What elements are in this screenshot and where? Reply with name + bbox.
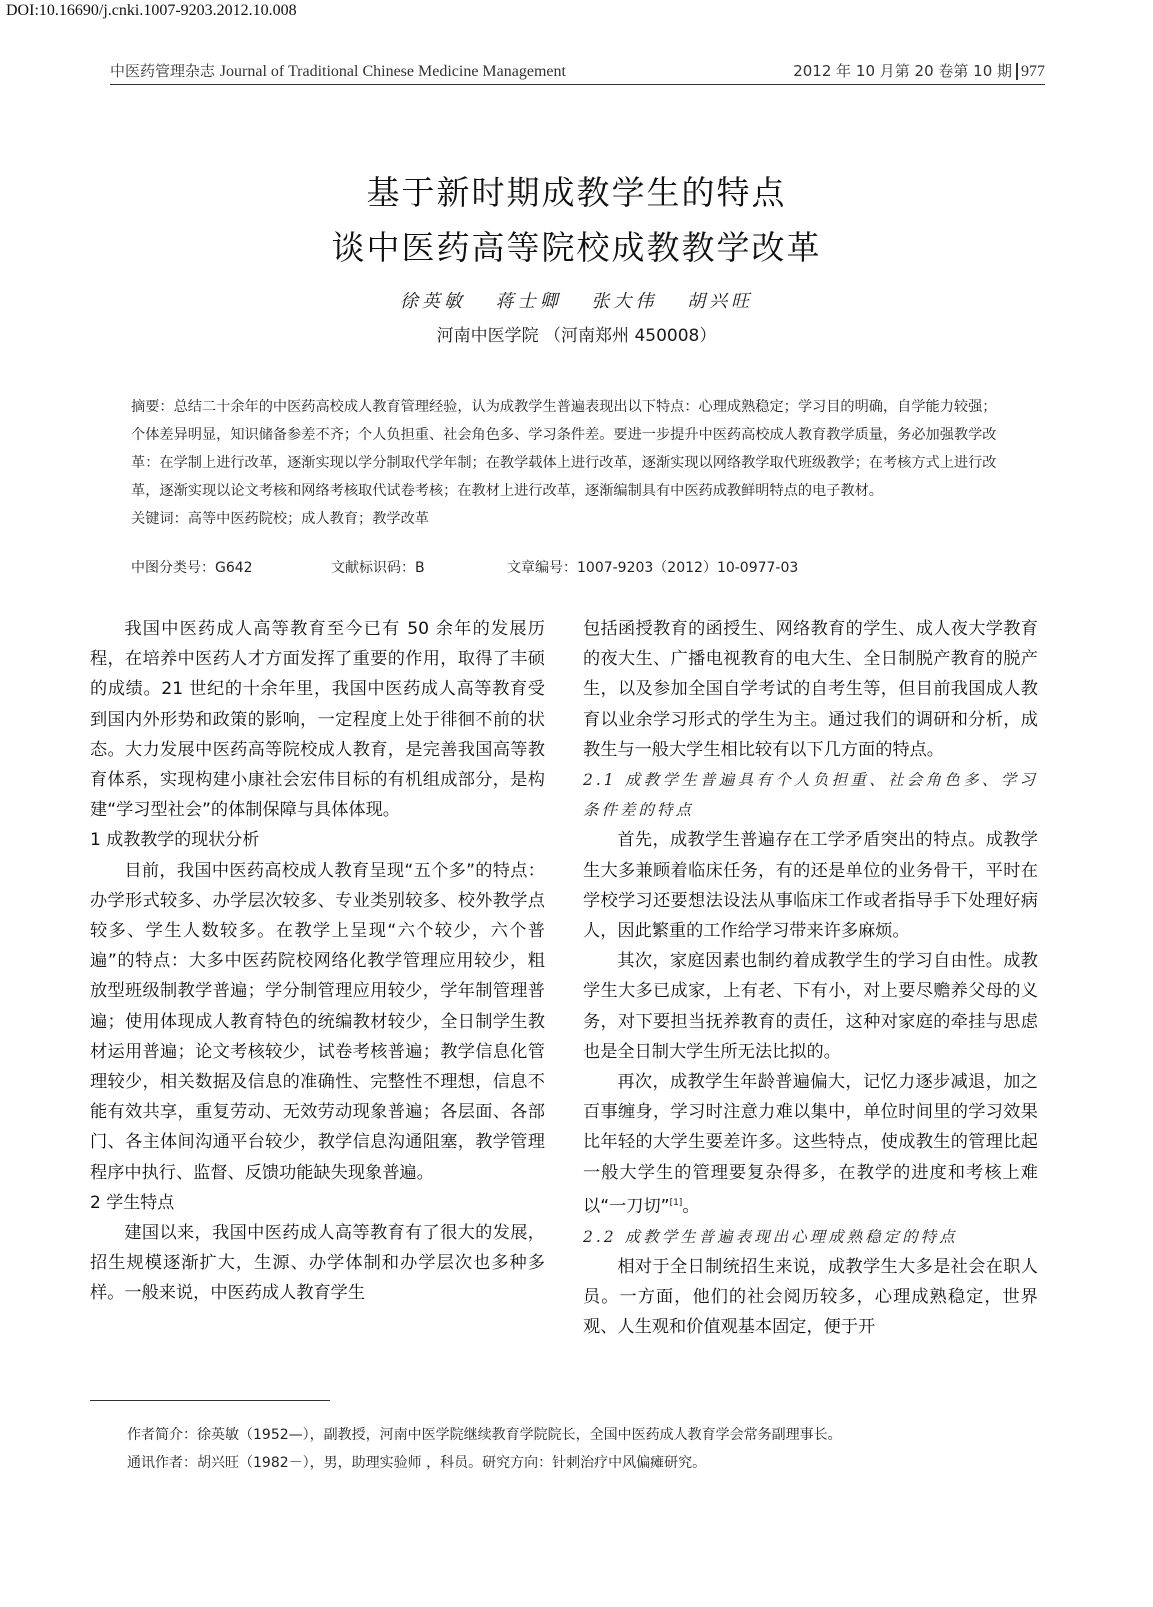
body-column-left — [90, 614, 545, 1309]
paragraph: 目前，我国中医药高校成人教育呈现“五个多”的特点：办学形式较多、办学层次较多、专业类别较多、校外教学点较多、学生人数较多。在教学上呈现“六个较少，六个普遍”的特点：大多中医药院校网络化教学管理应用较少，粗放型班级制教学普遍；学分制管理应用较少，学年制管理普遍；使用体现成人教育特色的统编教材较少，全日制学生教材运用普遍；论文考核较少，试卷考核普遍；教学信息化管理较少，相关数据及信息的准确性、完整性不理想，信息不能有效共享，重复劳动、无效劳动现象普遍；各层面、各部门、各主体间沟通平台较少，教学信息沟通阻塞，教学管理程序中执行、监督、反馈功能缺失现象普遍。 — [90, 860, 545, 1183]
paragraph: 包括函授教育的函授生、网络教育的学生、成人夜大学教育的夜大生、广播电视教育的电大生、全日制脱产教育的脱产生，以及参加全国自学考试的自考生等，但目前我国成人教育以业余学习形式的学生为主。通过我们的调研和分析，成教生与一般大学生相比较有以下几方面的特点。 — [583, 619, 1038, 760]
section-heading-2: 2 学生特点 — [90, 1192, 175, 1213]
paragraph — [583, 1067, 1038, 1222]
article-number: 文章编号：1007-9203（2012）10-0977-03 — [507, 560, 799, 576]
document-code: 文献标识码：B — [331, 560, 425, 576]
journal-name-en: Journal of Traditional Chinese Medicine Management — [219, 63, 566, 80]
author-bio: 作者简介：徐英敏（1952—），副教授，河南中医学院继续教育学院院长，全国中医药成人教育学会常务副理事长。 — [127, 1427, 842, 1443]
title-line-1: 基于新时期成教学生的特点 — [366, 173, 787, 212]
subsection-heading-2-1: 2.1 成教学生普遍具有个人负担重、社会角色多、学习条件差的特点 — [583, 771, 1038, 820]
paragraph: 我国中医药成人高等教育至今已有 50 余年的发展历程，在培养中医药人才方面发挥了重要的作用，取得了丰硕的成绩。21 世纪的十余年里，我国中医药成人高等教育受到国内外形势和政策的影响，一定程度上处于徘徊不前的状态。大力发展中医药高等院校成人教育，是完善我国高等教育体系，实现构建小康社会宏伟目标的有机组成部分，是构建“学习型社会”的体制保障与具体体现。 — [90, 619, 545, 821]
footnotes — [127, 1421, 1027, 1477]
title-line-2: 谈中医药高等院校成教教学改革 — [331, 228, 822, 267]
abstract-text: 摘要：总结二十余年的中医药高校成人教育管理经验，认为成教学生普遍表现出以下特点：心理成熟稳定；学习目的明确，自学能力较强；个体差异明显，知识储备参差不齐；个人负担重、社会角色多、学习条件差。要进一步提升中医药高校成人教育教学质量，务必加强教学改革：在学制上进行改革，逐渐实现以学分制取代学年制；在教学载体上进行改革，逐渐实现以网络教学取代班级教学；在考核方式上进行改革，逐渐实现以论文考核和网络考核取代试卷考核；在教材上进行改革，逐渐编制具有中医药成教鲜明特点的电子教材。 — [131, 399, 997, 499]
paragraph: 相对于全日制统招生来说，成教学生大多是社会在职人员。一方面，他们的社会阅历较多，心理成熟稳定，世界观、人生观和价值观基本固定，便于开 — [583, 1257, 1038, 1338]
paragraph-text: 再次，成教学生年龄普遍偏大，记忆力逐步减退，加之百事缠身，学习时注意力难以集中，单位时间里的学习效果比年轻的大学生要差许多。这些特点，使成教生的管理比起一般大学生的管理要复杂得多，在教学的进度和考核上难以“一刀切” — [583, 1072, 1038, 1217]
paragraph: 建国以来，我国中医药成人高等教育有了很大的发展，招生规模逐渐扩大，生源、办学体制和办学层次也多种多样。一般来说，中医药成人教育学生 — [90, 1223, 545, 1304]
paragraph-end: 。 — [682, 1196, 700, 1217]
body-column-right — [583, 614, 1038, 1343]
footnote-divider — [90, 1400, 330, 1401]
subsection-heading-2-2: 2.2 成教学生普遍表现出心理成熟稳定的特点 — [583, 1227, 958, 1246]
section-heading-1: 1 成教教学的现状分析 — [90, 830, 260, 851]
abstract — [131, 393, 1001, 533]
issue-info — [793, 60, 1045, 81]
corresponding-author: 通讯作者：胡兴旺（1982－），男，助理实验师 ，科员。研究方向：针刺治疗中风偏瘫研究。 — [127, 1455, 707, 1471]
keywords: 关键词：高等中医药院校；成人教育；教学改革 — [131, 511, 429, 527]
running-header — [110, 58, 1045, 85]
issue-text: 2012 年 10 月第 20 卷第 10 期 — [793, 62, 1012, 80]
affiliation: 河南中医学院 （河南郑州 450008） — [436, 326, 717, 346]
citation-ref: [1] — [669, 1197, 683, 1208]
journal-name — [110, 60, 566, 81]
journal-name-cn: 中医药管理杂志 — [110, 62, 216, 80]
page-number: 977 — [1016, 63, 1045, 80]
clc-number: 中图分类号：G642 — [131, 560, 253, 576]
authors: 徐英敏 蒋士卿 张大伟 胡兴旺 — [399, 291, 754, 312]
paragraph: 首先，成教学生普遍存在工学矛盾突出的特点。成教学生大多兼顾着临床任务，有的还是单位的业务骨干，平时在学校学习还要想法设法从事临床工作或者指导手下处理好病人，因此繁重的工作给学习带来许多麻烦。 — [583, 830, 1038, 942]
paragraph: 其次，家庭因素也制约着成教学生的学习自由性。成教学生大多已成家，上有老、下有小，对上要尽赡养父母的义务，对下要担当抚养教育的责任，这种对家庭的牵挂与思虑也是全日制大学生所无法比拟的。 — [583, 951, 1038, 1062]
doi: DOI:10.16690/j.cnki.1007-9203.2012.10.008 — [6, 2, 297, 19]
